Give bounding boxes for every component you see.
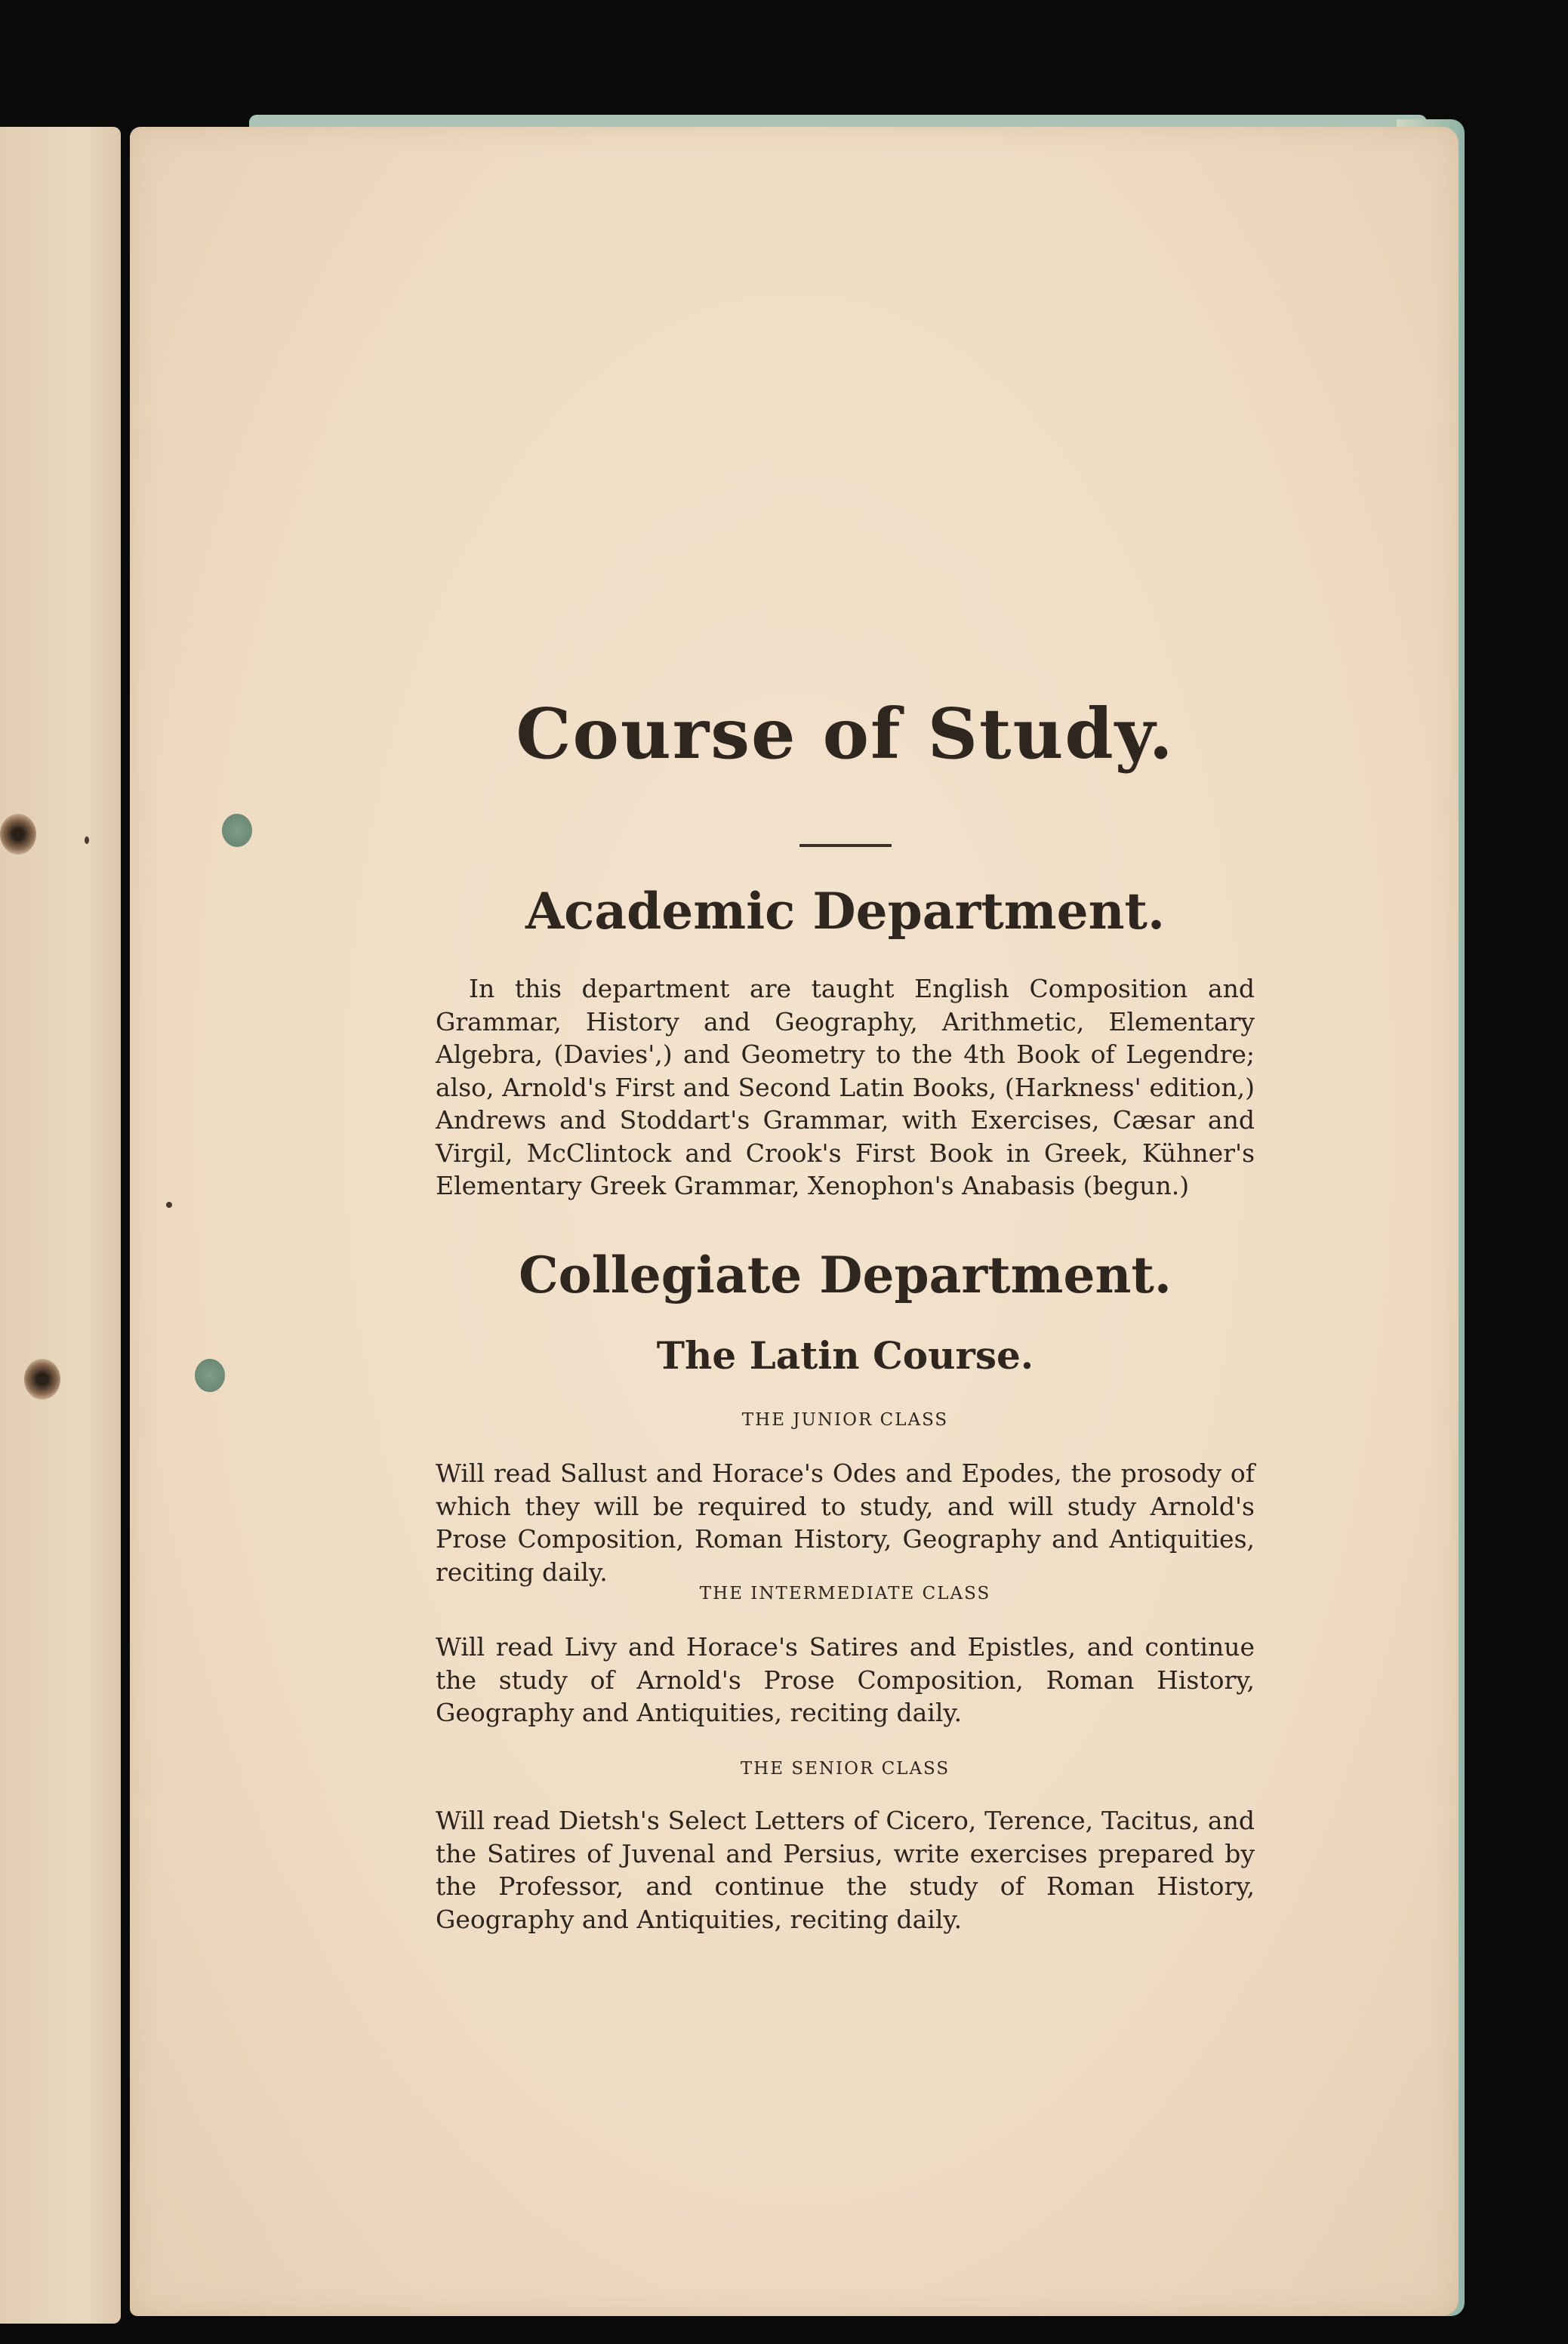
binding-hole: [195, 1359, 225, 1392]
paper-speck: [166, 1202, 172, 1208]
binding-hole: [222, 814, 252, 847]
binding-hole-torn: [24, 1359, 60, 1400]
paper-speck: [85, 836, 89, 844]
junior-class-paragraph: Will read Sallust and Horace's Odes and Epodes, the prosody of which they will be required to study, and will study Arnold's Prose Composition, Roman History, Geography and Antiquities, reciting daily.: [436, 1458, 1255, 1587]
title-rule: [799, 844, 892, 847]
intermediate-class-paragraph: Will read Livy and Horace's Satires and Epistles, and continue the study of Arnold's Prose Composition, Roman History, Geography and Antiquities, reciting daily.: [436, 1632, 1255, 1727]
page-title: Course of Study.: [516, 693, 1175, 775]
left-page-edge: [0, 127, 121, 2324]
binding-hole-torn: [0, 814, 36, 855]
junior-class-label: THE JUNIOR CLASS: [741, 1410, 949, 1430]
document-page: [130, 127, 1459, 2316]
senior-class-paragraph: Will read Dietsh's Select Letters of Cicero, Terence, Tacitus, and the Satires of Juvenal and Persius, write exercises prepared by the Professor, and continue the study of Roman History, Geography and Antiquities, reciting daily.: [436, 1806, 1255, 1934]
collegiate-heading: Collegiate Department.: [519, 1246, 1172, 1304]
intermediate-class-label: THE INTERMEDIATE CLASS: [699, 1584, 991, 1603]
academic-heading: Academic Department.: [525, 882, 1166, 941]
academic-paragraph: In this department are taught English Composition and Grammar, History and Geography, Arithmetic, Elementary Algebra, (Davies',) and Geometry to the 4th Book of Legendre; also, Arnold's First and Second Latin Books, (Harkness' edition,) Andrews and Stoddart's Grammar, with Exercises, Cæsar and Virgil, McClintock and Crook's First Book in Greek, Kühner's Elementary Greek Grammar, Xenophon's Anabasis (begun.): [436, 974, 1255, 1200]
senior-class-label: THE SENIOR CLASS: [740, 1759, 950, 1779]
latin-course-heading: The Latin Course.: [656, 1333, 1034, 1378]
